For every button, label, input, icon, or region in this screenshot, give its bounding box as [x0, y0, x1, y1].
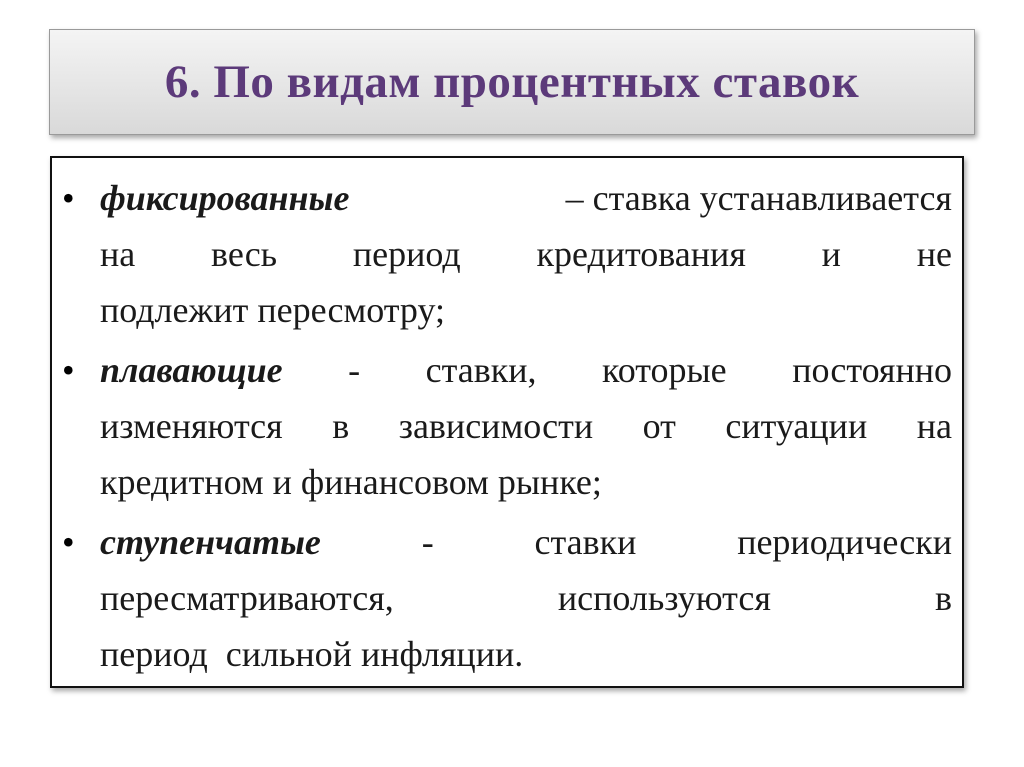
word: не: [916, 234, 952, 274]
bullet-line: кредитном и финансовом рынке;: [100, 462, 602, 502]
word: пересматриваются,: [100, 578, 394, 618]
bullet-line: [100, 226, 952, 282]
word: период: [352, 234, 461, 274]
word: кредитования: [536, 234, 746, 274]
bullet-line: [100, 570, 952, 626]
slide-title: 6. По видам процентных ставок: [164, 56, 860, 108]
bullet-line: [100, 170, 952, 226]
word: используются: [557, 578, 771, 618]
bullet-line: [100, 398, 952, 454]
word: на: [916, 406, 952, 446]
term-floating: плавающие: [100, 350, 283, 390]
word: от: [642, 406, 676, 446]
bullet-marker: •: [62, 178, 75, 218]
title-box: [49, 29, 975, 135]
bullet-marker: •: [62, 350, 75, 390]
bullet-line: [100, 514, 952, 570]
word: периодически: [737, 522, 952, 562]
bullet-line: период сильной инфляции.: [100, 634, 524, 674]
word: на: [100, 234, 136, 274]
term-fixed: фиксированные: [100, 178, 350, 218]
word: и: [821, 234, 841, 274]
word: ставки,: [425, 350, 537, 390]
word: весь: [211, 234, 278, 274]
bullet-line: подлежит пересмотру;: [100, 290, 445, 330]
bullet-text: – ставка устанавливается: [565, 178, 952, 218]
term-stepped: ступенчатые: [100, 522, 321, 562]
word: которые: [602, 350, 727, 390]
word: зависимости: [398, 406, 594, 446]
content-box: [50, 156, 964, 688]
bullet-line: [100, 342, 952, 398]
word: в: [934, 578, 952, 618]
word: изменяются: [100, 406, 283, 446]
word: -: [348, 350, 361, 390]
bullet-marker: •: [62, 522, 75, 562]
word: постоянно: [792, 350, 952, 390]
word: в: [332, 406, 350, 446]
word: ставки: [534, 522, 637, 562]
word: ситуации: [725, 406, 868, 446]
word: -: [421, 522, 434, 562]
